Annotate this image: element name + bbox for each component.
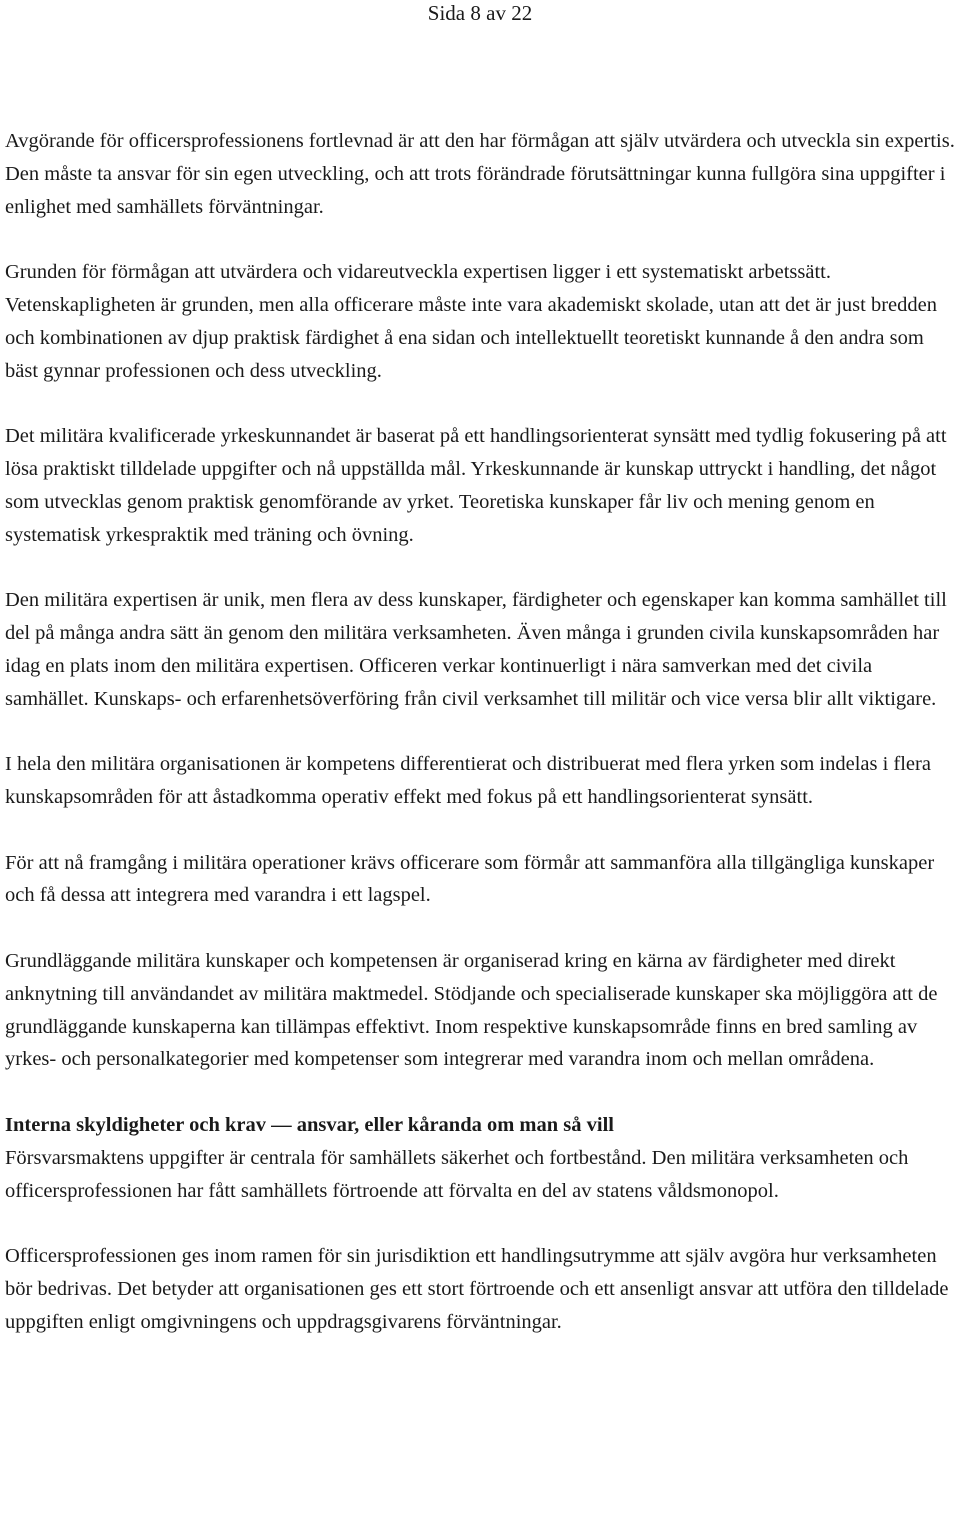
- page-number-header: Sida 8 av 22: [427, 1, 533, 25]
- paragraph-core-skills: Grundläggande militära kunskaper och kompetensen är organiserad kring en kärna av färdigheter med direkt anknytning till användandet av militära maktmedel. Stödjande och specialiserade kunskaper ska möjliggöra att de grundläggande kunskaperna kan tillämpas effektivt. Inom respektive kunskapsområde finns en bred samling av yrkes- och personalkategorier med kompetenser som integrerar med varandra inom och mellan områdena.: [5, 949, 938, 1071]
- paragraph-military-proficiency: Det militära kvalificerade yrkeskunnandet är baserat på ett handlingsorienterat synsätt med tydlig fokusering på att lösa praktiskt tilldelade uppgifter och nå uppställda mål. Yrkeskunnande är kunskap uttryckt i handling, det något som utvecklas genom praktisk genomförande av yrket. Teoretiska kunskaper får liv och mening genom en systematisk yrkespraktik med träning och övning.: [5, 425, 947, 546]
- paragraph-systematic-work: Grunden för förmågan att utvärdera och vidareutveckla expertisen ligger i ett systematiskt arbetssätt. Vetenskapligheten är grunden, men alla officerare måste inte vara akademiskt skolade, utan att det är just bredden och kombinationen av djup praktisk färdighet å ena sidan och intellektuellt teoretiskt kunnande å den andra som bäst gynnar professionen och dess utveckling.: [5, 261, 938, 382]
- paragraph-distributed-competence: I hela den militära organisationen är kompetens differentierat och distribuerat med flera yrken som indelas i flera kunskapsområden för att åstadkomma operativ effekt med fokus på ett handlingsorienterat synsätt.: [5, 753, 931, 808]
- document-body: [5, 125, 955, 1338]
- paragraph-unique-expertise: Den militära expertisen är unik, men flera av dess kunskaper, färdigheter och egenskaper kan komma samhället till del på många andra sätt än genom den militära verksamheten. Även många i grunden civila kunskapsområden har idag en plats inom den militära expertisen. Officeren verkar kontinuerligt i nära samverkan med det civila samhället. Kunskaps- och erfarenhetsöverföring från civil verksamhet till militär och vice versa blir allt viktigare.: [5, 589, 947, 710]
- paragraph-society-trust: Försvarsmaktens uppgifter är centrala för samhällets säkerhet och fortbestånd. Den militära verksamheten och officersprofessionen har fått samhällets förtroende att förvalta en del av statens våldsmonopol.: [5, 1146, 909, 1202]
- section-heading: Interna skyldigheter och krav — ansvar, eller kåranda om man så vill: [5, 1113, 614, 1136]
- paragraph-jurisdiction: Officersprofessionen ges inom ramen för sin jurisdiktion ett handlingsutrymme att själv avgöra hur verksamheten bör bedrivas. Det betyder att organisationen ges ett stort förtroende och ett ansenligt ansvar att utföra den tilldelade uppgiften enligt omgivningens och uppdragsgivarens förväntningar.: [5, 1245, 949, 1333]
- paragraph-operational-success: För att nå framgång i militära operationer krävs officerare som förmår att sammanföra alla tillgängliga kunskaper och få dessa att integrera med varandra i ett lagspel.: [5, 851, 935, 907]
- paragraph-professional-survival: Avgörande för officersprofessionens fortlevnad är att den har förmågan att själv utvärdera och utveckla sin expertis. Den måste ta ansvar för sin egen utveckling, och att trots förändrade förutsättningar kunna fullgöra sina uppgifter i enlighet med samhällets förväntningar.: [5, 130, 955, 218]
